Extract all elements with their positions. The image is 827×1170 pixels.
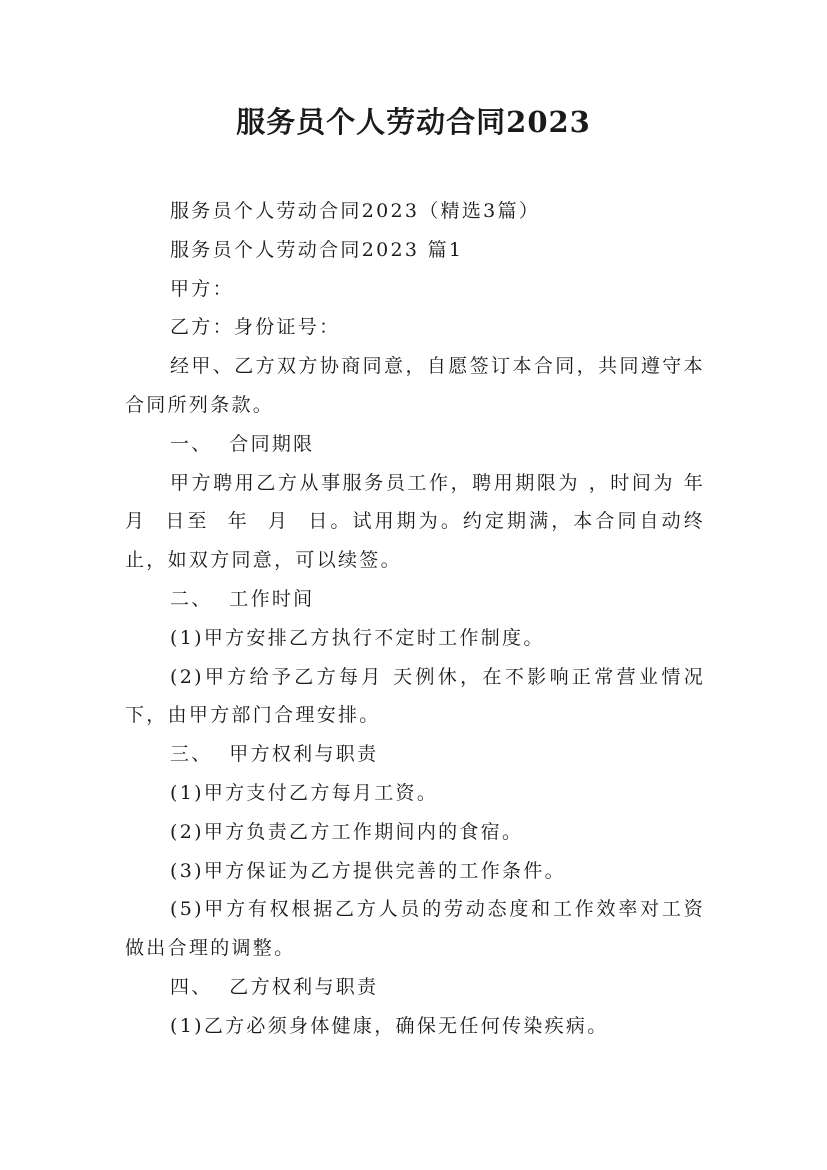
paragraph-subtitle: 服务员个人劳动合同2023（精选3篇）: [170, 200, 541, 222]
paragraph-agreement: 经甲、乙方双方协商同意，自愿签订本合同，共同遵守本合同所列条款。: [125, 355, 705, 416]
paragraph-heading-party-a-rights: 三、 甲方权利与职责: [170, 743, 379, 766]
paragraph-work-time-1: (1)甲方安排乙方执行不定时工作制度。: [170, 626, 545, 649]
paragraph-heading-term: 一、 合同期限: [170, 432, 315, 455]
paragraph-party-a-right-2: (2)甲方负责乙方工作期间内的食宿。: [170, 820, 524, 843]
paragraph-heading-work-time: 二、 工作时间: [170, 587, 315, 610]
paragraph-work-time-2: (2)甲方给予乙方每月 天例休，在不影响正常营业情况下，由甲方部门合理安排。: [125, 665, 705, 727]
paragraph-heading-party-b-rights: 四、 乙方权利与职责: [170, 975, 379, 998]
paragraph-party-b-right-1: (1)乙方必须身体健康，确保无任何传染疾病。: [170, 1014, 609, 1037]
paragraph-party-a-right-1: (1)甲方支付乙方每月工资。: [170, 781, 439, 804]
paragraph-party-a-right-3: (3)甲方保证为乙方提供完善的工作条件。: [170, 859, 566, 882]
paragraph-party-b: 乙方：身份证号：: [170, 316, 341, 339]
paragraph-party-a: 甲方：: [170, 277, 234, 300]
document-body: [125, 192, 722, 1046]
document-title: 服务员个人劳动合同2023: [236, 105, 591, 139]
paragraph-party-a-right-5: (5)甲方有权根据乙方人员的劳动态度和工作效率对工资做出合理的调整。: [125, 898, 705, 960]
paragraph-section-heading: 服务员个人劳动合同2023 篇1: [170, 238, 464, 261]
paragraph-term-detail: 甲方聘用乙方从事服务员工作，聘用期限为 ，时间为 年 月 日至 年 月 日。试用期为。约定期满，本合同自动终止，如双方同意，可以续签。: [125, 471, 722, 572]
